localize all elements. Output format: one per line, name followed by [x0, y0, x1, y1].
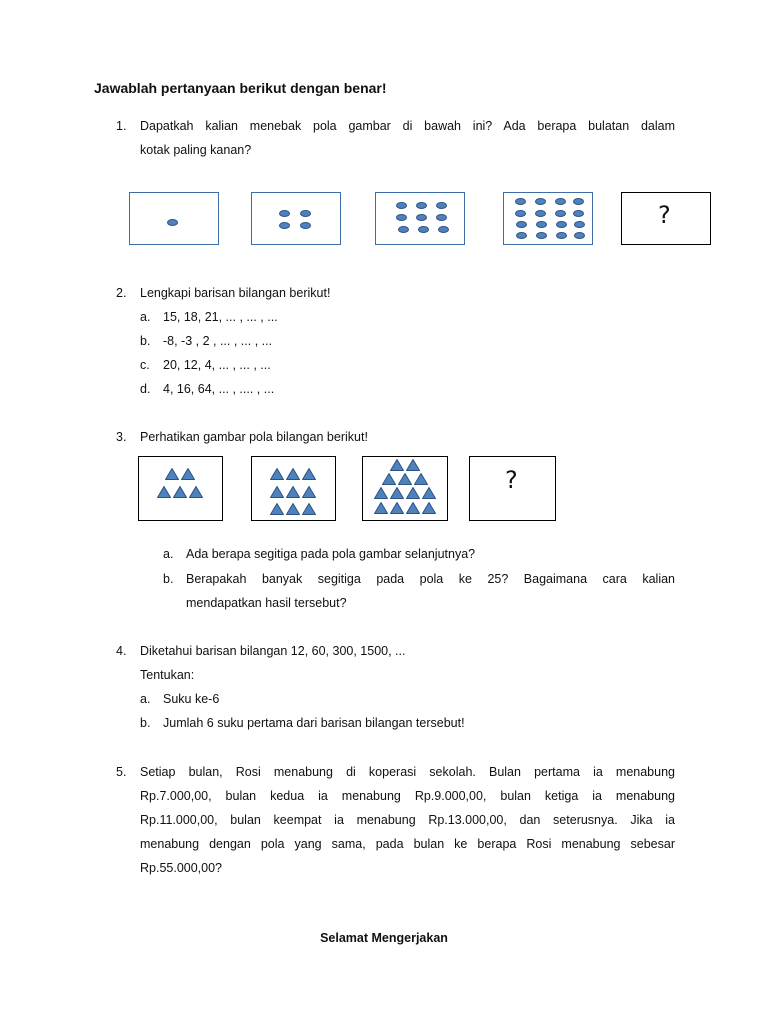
- q4-text: Diketahui barisan bilangan 12, 60, 300, 1500, ...: [140, 644, 406, 658]
- triangle-box-3: [391, 488, 404, 499]
- q3-item-text: Ada berapa segitiga pada pola gambar selanjutnya?: [186, 547, 476, 561]
- triangle-box-3: [423, 503, 436, 514]
- triangle-box-2: [271, 504, 284, 515]
- triangle-box-1: [174, 487, 187, 498]
- q4-subtext: Tentukan:: [140, 668, 195, 682]
- triangle-box-2: [303, 469, 316, 480]
- page-title: Jawablah pertanyaan berikut dengan benar!: [94, 80, 387, 96]
- question-mark: ?: [658, 201, 671, 229]
- q2-item-label: a.: [140, 310, 151, 324]
- q5-text-line4: menabung dengan pola yang sama, pada bulan ke berapa Rosi menabung sebesar: [140, 837, 675, 851]
- triangle-box-3: [423, 488, 436, 499]
- triangle-box-2: [271, 469, 284, 480]
- q3-item-label: a.: [163, 547, 174, 561]
- q2-item-text: 15, 18, 21, ... , ... , ...: [163, 310, 278, 324]
- triangle-box-2: [271, 487, 284, 498]
- q3-item-text-line1: Berapakah banyak segitiga pada pola ke 25? Bagaimana cara kalian: [186, 572, 675, 586]
- triangle-box-3: [407, 503, 420, 514]
- triangle-box-3: [391, 503, 404, 514]
- triangle-box-3: [383, 474, 396, 485]
- q4-number: 4.: [116, 644, 127, 658]
- q3-number: 3.: [116, 430, 127, 444]
- q4-item-label: a.: [140, 692, 151, 706]
- triangle-box-3: [407, 460, 420, 471]
- triangle-box-3: [375, 488, 388, 499]
- q2-item-label: d.: [140, 382, 151, 396]
- q2-number: 2.: [116, 286, 127, 300]
- triangle-box-3: [391, 460, 404, 471]
- triangle-box-3: [415, 474, 428, 485]
- question-mark: ?: [505, 466, 518, 494]
- triangle-box-3: [399, 474, 412, 485]
- triangle-box-1: [158, 487, 171, 498]
- q2-item-label: b.: [140, 334, 151, 348]
- q2-item-text: -8, -3 , 2 , ... , ... , ...: [163, 334, 273, 348]
- q2-text: Lengkapi barisan bilangan berikut!: [140, 286, 331, 300]
- triangle-box-2: [303, 487, 316, 498]
- q2-item-label: c.: [140, 358, 150, 372]
- q2-item-text: 20, 12, 4, ... , ... , ...: [163, 358, 271, 372]
- q1-number: 1.: [116, 119, 127, 133]
- q5-text-line5: Rp.55.000,00?: [140, 861, 223, 875]
- q4-item-text: Jumlah 6 suku pertama dari barisan bilangan tersebut!: [163, 716, 465, 730]
- q4-item-text: Suku ke-6: [163, 692, 220, 706]
- triangle-box-2: [287, 469, 300, 480]
- triangle-box-2: [303, 504, 316, 515]
- q5-text-line1: Setiap bulan, Rosi menabung di koperasi sekolah. Bulan pertama ia menabung: [140, 765, 675, 779]
- q5-text-line3: Rp.11.000,00, bulan keempat ia menabung Rp.13.000,00, dan seterusnya. Jika ia: [140, 813, 675, 827]
- triangle-box-2: [287, 487, 300, 498]
- closing-text: Selamat Mengerjakan: [320, 931, 448, 945]
- triangle-box-3: [375, 503, 388, 514]
- triangle-box-1: [166, 469, 179, 480]
- q3-text: Perhatikan gambar pola bilangan berikut!: [140, 430, 368, 444]
- triangle-box-1: [182, 469, 195, 480]
- q3-item-text-line2: mendapatkan hasil tersebut?: [186, 596, 347, 610]
- q3-item-label: b.: [163, 572, 174, 586]
- q5-text-line2: Rp.7.000,00, bulan kedua ia menabung Rp.9.000,00, bulan ketiga ia menabung: [140, 789, 675, 803]
- q5-number: 5.: [116, 765, 127, 779]
- triangle-box-3: [407, 488, 420, 499]
- triangle-box-1: [190, 487, 203, 498]
- q1-text-line2: kotak paling kanan?: [140, 143, 252, 157]
- q2-item-text: 4, 16, 64, ... , .... , ...: [163, 382, 275, 396]
- q1-text-line1: Dapatkah kalian menebak pola gambar di bawah ini? Ada berapa bulatan dalam: [140, 119, 675, 133]
- triangle-box-2: [287, 504, 300, 515]
- q4-item-label: b.: [140, 716, 151, 730]
